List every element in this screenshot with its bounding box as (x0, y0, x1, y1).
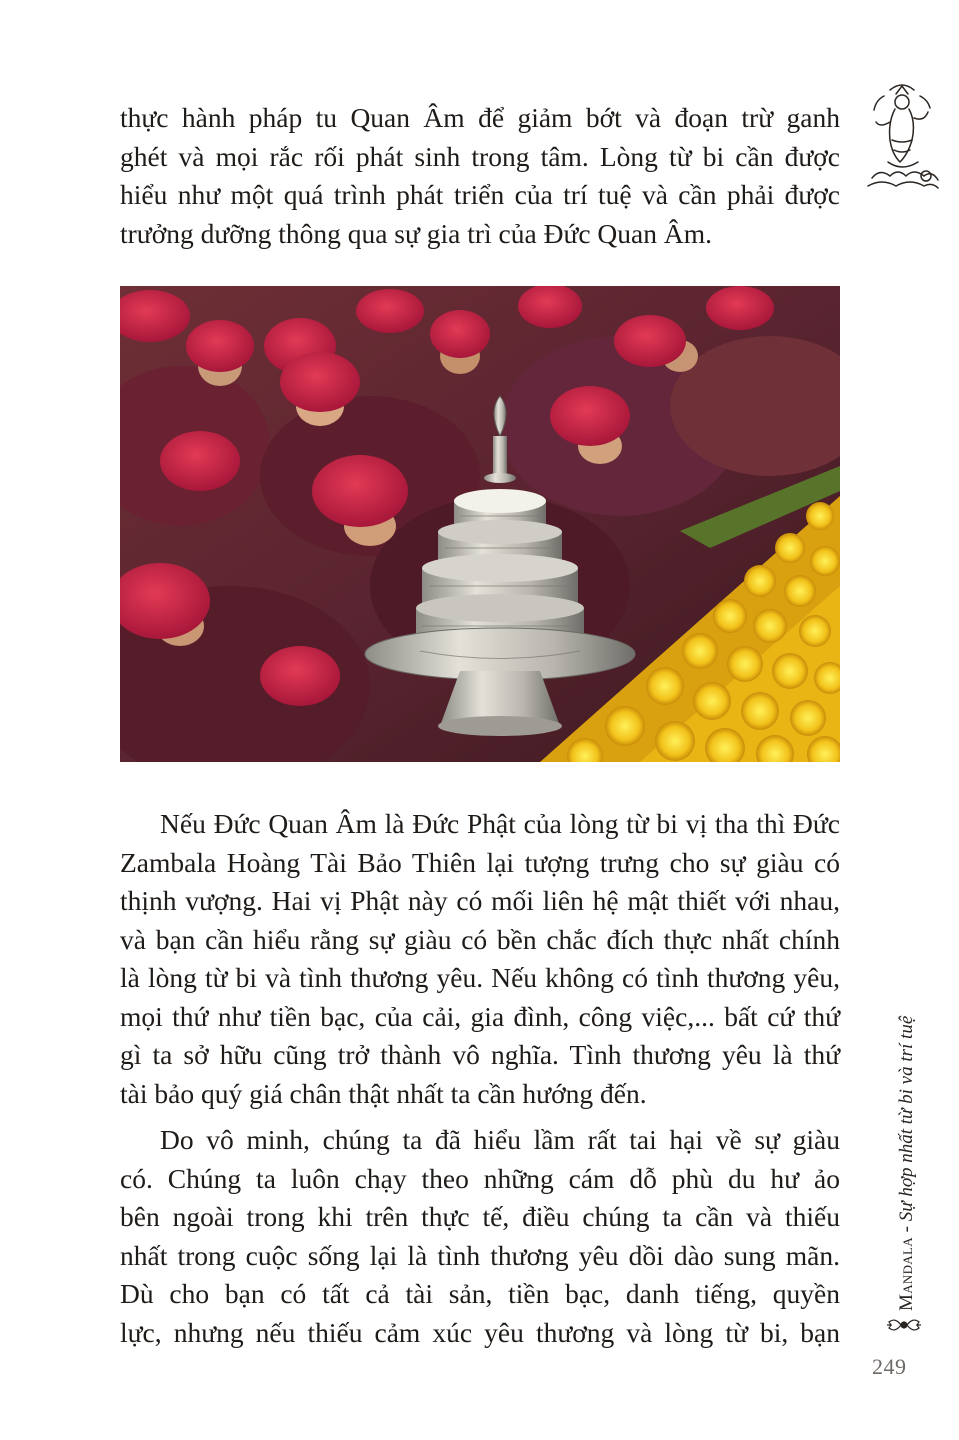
text-line: mọi thứ như tiền bạc, của cải, gia đình, công việc,... bất cứ thứ (120, 1000, 840, 1032)
book-subtitle: Sự hợp nhất từ bi và trí tuệ (896, 1015, 917, 1222)
monks-mandala-photo (120, 286, 840, 762)
text-line: hiểu như một quá trình phát triển của trí tuệ và cần phải được (120, 179, 840, 210)
text-segment: Do vô minh, chúng ta đã hiểu lầm rất tai hại về sự giàu (160, 1124, 840, 1155)
text-line: và bạn cần hiểu rằng sự giàu có bền chắc đích thực nhất chính (120, 923, 840, 955)
text-line: có. Chúng ta luôn chạy theo những cám dỗ phù du hư ảo (120, 1162, 840, 1194)
top-paragraph (120, 99, 840, 253)
running-head (896, 1016, 918, 1311)
text-line: thịnh vượng. Hai vị Phật này có mối liên hệ mật thiết với nhau, (120, 885, 840, 916)
text-line (120, 1121, 840, 1160)
text-line: ghét và mọi rắc rối phát sinh trong tâm. Lòng từ bi cần được (120, 140, 840, 172)
paragraph (120, 1121, 840, 1352)
running-head-separator: - (896, 1221, 917, 1238)
text-line: Zambala Hoàng Tài Bảo Thiên lại tượng trưng cho sự giàu có (120, 846, 840, 878)
book-title: Mandala (896, 1237, 917, 1311)
page-number: 249 (872, 1354, 907, 1379)
text-line: lực, nhưng nếu thiếu cảm xúc yêu thương và lòng từ bi, bạn (120, 1316, 840, 1348)
vajra-ornament-icon (886, 1310, 922, 1340)
text-line: Dù cho bạn có tất cả tài sản, tiền bạc, danh tiếng, quyền (120, 1278, 840, 1309)
text-line: tài bảo quý giá chân thật nhất ta cần hướng đến. (120, 1077, 647, 1109)
text-line: bên ngoài trong khi trên thực tế, điều chúng ta cần và thiếu (120, 1201, 840, 1232)
text-segment: Nếu Đức Quan Âm là Đức Phật của lòng từ bi vị tha thì Đức (160, 808, 840, 839)
text-line (120, 805, 840, 844)
text-line: nhất trong cuộc sống lại là tình thương yêu dồi dào sung mãn. (120, 1239, 840, 1271)
paragraph (120, 805, 840, 1113)
text-line: thực hành pháp tu Quan Âm để giảm bớt và đoạn trừ ganh (120, 102, 840, 133)
text-line: là lòng từ bi và tình thương yêu. Nếu không có tình thương yêu, (120, 962, 840, 993)
deity-figure-icon (862, 82, 940, 194)
text-line: gì ta sở hữu cũng trở thành vô nghĩa. Tình thương yêu là thứ (120, 1039, 840, 1070)
text-line: trưởng dưỡng thông qua sự gia trì của Đức Quan Âm. (120, 217, 713, 249)
